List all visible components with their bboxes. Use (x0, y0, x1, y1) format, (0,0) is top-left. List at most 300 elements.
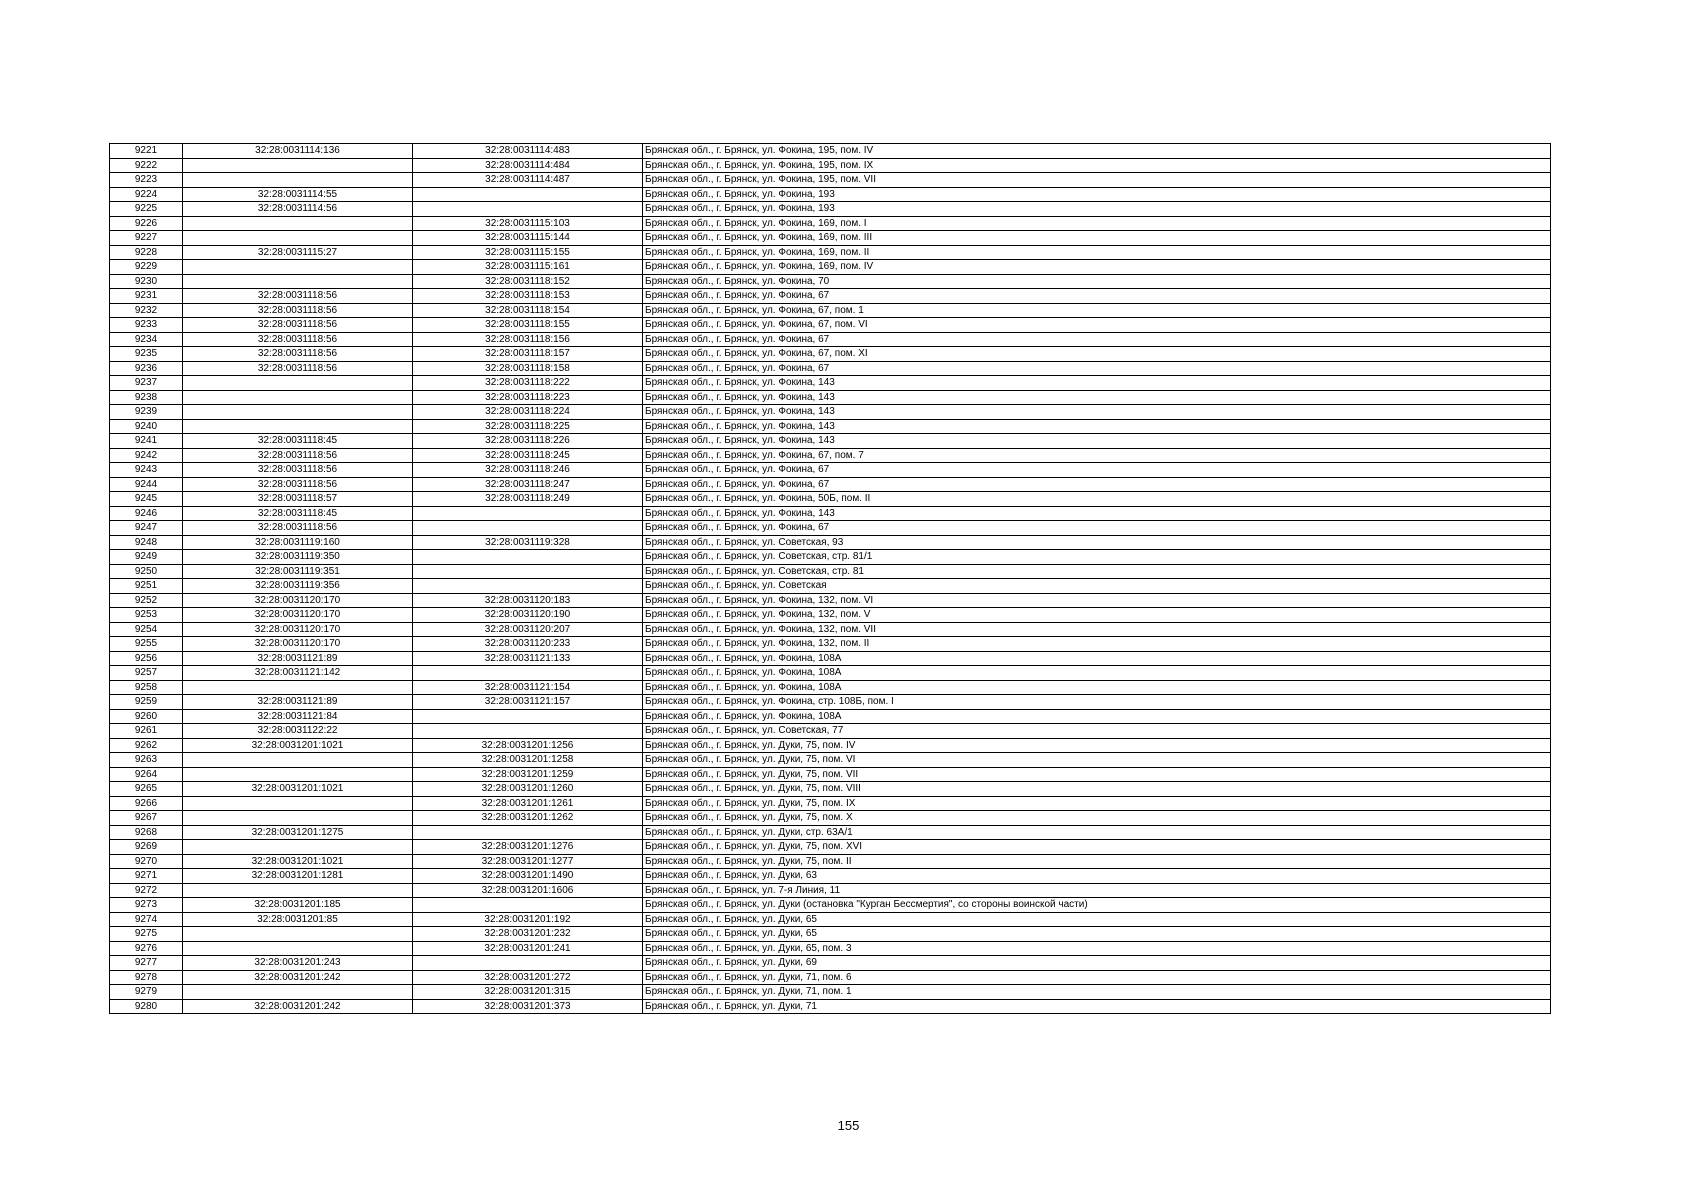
table-row (110, 796, 1551, 811)
address-cell: Брянская обл., г. Брянск, ул. Дуки, 65 (643, 927, 1551, 942)
land-cadastral-number-cell (183, 753, 413, 768)
table-row (110, 593, 1551, 608)
land-cadastral-number-cell (183, 927, 413, 942)
object-cadastral-number-cell (413, 724, 643, 739)
table-row (110, 927, 1551, 942)
address-cell: Брянская обл., г. Брянск, ул. Дуки, 69 (643, 956, 1551, 971)
address-cell: Брянская обл., г. Брянск, ул. Дуки, 75, пом. IV (643, 738, 1551, 753)
page-number: 155 (837, 1118, 860, 1133)
table-row (110, 579, 1551, 594)
row-number-cell: 9258 (110, 680, 183, 695)
row-number-cell: 9279 (110, 985, 183, 1000)
object-cadastral-number-cell (413, 564, 643, 579)
row-number-cell: 9230 (110, 274, 183, 289)
address-cell: Брянская обл., г. Брянск, ул. Дуки, 75, пом. VIII (643, 782, 1551, 797)
table-row (110, 825, 1551, 840)
row-number-cell: 9271 (110, 869, 183, 884)
address-cell: Брянская обл., г. Брянск, ул. Фокина, 108А (643, 651, 1551, 666)
land-cadastral-number-cell (183, 376, 413, 391)
land-cadastral-number-cell (183, 405, 413, 420)
address-cell: Брянская обл., г. Брянск, ул. Фокина, 67 (643, 477, 1551, 492)
row-number-cell: 9240 (110, 419, 183, 434)
object-cadastral-number-cell: 32:28:0031115:155 (413, 245, 643, 260)
land-cadastral-number-cell: 32:28:0031118:56 (183, 289, 413, 304)
address-cell: Брянская обл., г. Брянск, ул. Дуки, 65, пом. 3 (643, 941, 1551, 956)
table-row (110, 477, 1551, 492)
land-cadastral-number-cell: 32:28:0031201:242 (183, 970, 413, 985)
land-cadastral-number-cell: 32:28:0031201:243 (183, 956, 413, 971)
land-cadastral-number-cell: 32:28:0031121:142 (183, 666, 413, 681)
object-cadastral-number-cell: 32:28:0031201:1277 (413, 854, 643, 869)
land-cadastral-number-cell: 32:28:0031121:84 (183, 709, 413, 724)
address-cell: Брянская обл., г. Брянск, ул. Фокина, 169, пом. I (643, 216, 1551, 231)
row-number-cell: 9245 (110, 492, 183, 507)
row-number-cell: 9222 (110, 158, 183, 173)
address-cell: Брянская обл., г. Брянск, ул. Советская, 93 (643, 535, 1551, 550)
row-number-cell: 9261 (110, 724, 183, 739)
row-number-cell: 9257 (110, 666, 183, 681)
row-number-cell: 9246 (110, 506, 183, 521)
land-cadastral-number-cell (183, 216, 413, 231)
object-cadastral-number-cell (413, 506, 643, 521)
address-cell: Брянская обл., г. Брянск, ул. Дуки, 75, пом. X (643, 811, 1551, 826)
land-cadastral-number-cell (183, 260, 413, 275)
object-cadastral-number-cell (413, 825, 643, 840)
object-cadastral-number-cell: 32:28:0031201:1261 (413, 796, 643, 811)
table-row (110, 347, 1551, 362)
land-cadastral-number-cell: 32:28:0031121:89 (183, 651, 413, 666)
address-cell: Брянская обл., г. Брянск, ул. Фокина, 132, пом. II (643, 637, 1551, 652)
land-cadastral-number-cell (183, 883, 413, 898)
land-cadastral-number-cell: 32:28:0031201:1281 (183, 869, 413, 884)
land-cadastral-number-cell (183, 274, 413, 289)
object-cadastral-number-cell: 32:28:0031118:226 (413, 434, 643, 449)
land-cadastral-number-cell (183, 796, 413, 811)
land-cadastral-number-cell (183, 231, 413, 246)
row-number-cell: 9235 (110, 347, 183, 362)
row-number-cell: 9256 (110, 651, 183, 666)
row-number-cell: 9269 (110, 840, 183, 855)
address-cell: Брянская обл., г. Брянск, ул. Фокина, 143 (643, 376, 1551, 391)
row-number-cell: 9273 (110, 898, 183, 913)
object-cadastral-number-cell: 32:28:0031201:1276 (413, 840, 643, 855)
table-row (110, 303, 1551, 318)
address-cell: Брянская обл., г. Брянск, ул. Фокина, 132, пом. V (643, 608, 1551, 623)
address-cell: Брянская обл., г. Брянск, ул. Советская, стр. 81/1 (643, 550, 1551, 565)
row-number-cell: 9248 (110, 535, 183, 550)
object-cadastral-number-cell: 32:28:0031201:192 (413, 912, 643, 927)
row-number-cell: 9236 (110, 361, 183, 376)
row-number-cell: 9265 (110, 782, 183, 797)
land-cadastral-number-cell: 32:28:0031119:356 (183, 579, 413, 594)
object-cadastral-number-cell: 32:28:0031201:315 (413, 985, 643, 1000)
row-number-cell: 9264 (110, 767, 183, 782)
address-cell: Брянская обл., г. Брянск, ул. Фокина, 169, пом. III (643, 231, 1551, 246)
object-cadastral-number-cell: 32:28:0031201:373 (413, 999, 643, 1014)
object-cadastral-number-cell: 32:28:0031114:487 (413, 173, 643, 188)
land-cadastral-number-cell (183, 173, 413, 188)
table-row (110, 738, 1551, 753)
row-number-cell: 9234 (110, 332, 183, 347)
address-cell: Брянская обл., г. Брянск, ул. Советская (643, 579, 1551, 594)
object-cadastral-number-cell: 32:28:0031120:190 (413, 608, 643, 623)
table-row (110, 390, 1551, 405)
table-row (110, 434, 1551, 449)
address-cell: Брянская обл., г. Брянск, ул. 7-я Линия, 11 (643, 883, 1551, 898)
address-cell: Брянская обл., г. Брянск, ул. Дуки, 75, пом. VI (643, 753, 1551, 768)
land-cadastral-number-cell (183, 985, 413, 1000)
row-number-cell: 9239 (110, 405, 183, 420)
table-row (110, 332, 1551, 347)
object-cadastral-number-cell: 32:28:0031120:233 (413, 637, 643, 652)
address-cell: Брянская обл., г. Брянск, ул. Фокина, 67 (643, 289, 1551, 304)
object-cadastral-number-cell (413, 187, 643, 202)
table-row (110, 753, 1551, 768)
object-cadastral-number-cell: 32:28:0031201:1262 (413, 811, 643, 826)
object-cadastral-number-cell (413, 898, 643, 913)
object-cadastral-number-cell: 32:28:0031115:144 (413, 231, 643, 246)
land-cadastral-number-cell (183, 680, 413, 695)
object-cadastral-number-cell: 32:28:0031120:183 (413, 593, 643, 608)
object-cadastral-number-cell: 32:28:0031118:224 (413, 405, 643, 420)
land-cadastral-number-cell: 32:28:0031118:56 (183, 318, 413, 333)
land-cadastral-number-cell: 32:28:0031119:350 (183, 550, 413, 565)
address-cell: Брянская обл., г. Брянск, ул. Фокина, 195, пом. IX (643, 158, 1551, 173)
row-number-cell: 9262 (110, 738, 183, 753)
table-row (110, 187, 1551, 202)
address-cell: Брянская обл., г. Брянск, ул. Дуки, 63 (643, 869, 1551, 884)
object-cadastral-number-cell: 32:28:0031115:103 (413, 216, 643, 231)
address-cell: Брянская обл., г. Брянск, ул. Дуки, 75, пом. VII (643, 767, 1551, 782)
object-cadastral-number-cell: 32:28:0031114:483 (413, 144, 643, 159)
land-cadastral-number-cell: 32:28:0031120:170 (183, 593, 413, 608)
land-cadastral-number-cell: 32:28:0031118:56 (183, 347, 413, 362)
table-row (110, 695, 1551, 710)
address-cell: Брянская обл., г. Брянск, ул. Фокина, 70 (643, 274, 1551, 289)
row-number-cell: 9254 (110, 622, 183, 637)
land-cadastral-number-cell: 32:28:0031118:45 (183, 434, 413, 449)
land-cadastral-number-cell (183, 390, 413, 405)
object-cadastral-number-cell: 32:28:0031118:222 (413, 376, 643, 391)
object-cadastral-number-cell: 32:28:0031201:272 (413, 970, 643, 985)
table-row (110, 651, 1551, 666)
row-number-cell: 9278 (110, 970, 183, 985)
table-row (110, 289, 1551, 304)
object-cadastral-number-cell: 32:28:0031118:158 (413, 361, 643, 376)
table-row (110, 869, 1551, 884)
row-number-cell: 9223 (110, 173, 183, 188)
table-row (110, 274, 1551, 289)
table-row (110, 666, 1551, 681)
row-number-cell: 9238 (110, 390, 183, 405)
table-row (110, 854, 1551, 869)
table-row (110, 782, 1551, 797)
table-row (110, 535, 1551, 550)
land-cadastral-number-cell: 32:28:0031118:56 (183, 361, 413, 376)
table-row (110, 144, 1551, 159)
row-number-cell: 9276 (110, 941, 183, 956)
address-cell: Брянская обл., г. Брянск, ул. Дуки, 75, пом. XVI (643, 840, 1551, 855)
row-number-cell: 9243 (110, 463, 183, 478)
land-cadastral-number-cell: 32:28:0031120:170 (183, 637, 413, 652)
address-cell: Брянская обл., г. Брянск, ул. Фокина, 67, пом. XI (643, 347, 1551, 362)
land-cadastral-number-cell: 32:28:0031201:1275 (183, 825, 413, 840)
table-row (110, 376, 1551, 391)
object-cadastral-number-cell: 32:28:0031118:246 (413, 463, 643, 478)
table-row (110, 216, 1551, 231)
land-cadastral-number-cell: 32:28:0031118:57 (183, 492, 413, 507)
object-cadastral-number-cell: 32:28:0031118:154 (413, 303, 643, 318)
land-cadastral-number-cell: 32:28:0031201:1021 (183, 782, 413, 797)
row-number-cell: 9251 (110, 579, 183, 594)
object-cadastral-number-cell: 32:28:0031118:155 (413, 318, 643, 333)
object-cadastral-number-cell: 32:28:0031201:1606 (413, 883, 643, 898)
table-row (110, 985, 1551, 1000)
object-cadastral-number-cell: 32:28:0031121:133 (413, 651, 643, 666)
object-cadastral-number-cell: 32:28:0031118:249 (413, 492, 643, 507)
row-number-cell: 9260 (110, 709, 183, 724)
object-cadastral-number-cell: 32:28:0031115:161 (413, 260, 643, 275)
land-cadastral-number-cell: 32:28:0031118:56 (183, 463, 413, 478)
table-row (110, 260, 1551, 275)
address-cell: Брянская обл., г. Брянск, ул. Фокина, 67, пом. 7 (643, 448, 1551, 463)
address-cell: Брянская обл., г. Брянск, ул. Фокина, 169, пом. IV (643, 260, 1551, 275)
land-cadastral-number-cell (183, 419, 413, 434)
land-cadastral-number-cell: 32:28:0031201:85 (183, 912, 413, 927)
table-row (110, 492, 1551, 507)
row-number-cell: 9242 (110, 448, 183, 463)
table-row (110, 956, 1551, 971)
table-row (110, 463, 1551, 478)
address-cell: Брянская обл., г. Брянск, ул. Дуки, 75, пом. IX (643, 796, 1551, 811)
row-number-cell: 9250 (110, 564, 183, 579)
object-cadastral-number-cell: 32:28:0031201:1258 (413, 753, 643, 768)
table-row (110, 622, 1551, 637)
land-cadastral-number-cell: 32:28:0031119:160 (183, 535, 413, 550)
address-cell: Брянская обл., г. Брянск, ул. Фокина, 108А (643, 680, 1551, 695)
registry-table (109, 143, 1551, 1014)
land-cadastral-number-cell: 32:28:0031201:1021 (183, 738, 413, 753)
table-row (110, 245, 1551, 260)
address-cell: Брянская обл., г. Брянск, ул. Фокина, 193 (643, 202, 1551, 217)
address-cell: Брянская обл., г. Брянск, ул. Советская, стр. 81 (643, 564, 1551, 579)
address-cell: Брянская обл., г. Брянск, ул. Фокина, 193 (643, 187, 1551, 202)
object-cadastral-number-cell: 32:28:0031118:247 (413, 477, 643, 492)
land-cadastral-number-cell: 32:28:0031201:185 (183, 898, 413, 913)
table-row (110, 405, 1551, 420)
table-row (110, 419, 1551, 434)
row-number-cell: 9266 (110, 796, 183, 811)
table-row (110, 912, 1551, 927)
address-cell: Брянская обл., г. Брянск, ул. Фокина, 143 (643, 405, 1551, 420)
object-cadastral-number-cell (413, 956, 643, 971)
address-cell: Брянская обл., г. Брянск, ул. Фокина, 67 (643, 361, 1551, 376)
row-number-cell: 9232 (110, 303, 183, 318)
table-row (110, 564, 1551, 579)
object-cadastral-number-cell (413, 521, 643, 536)
object-cadastral-number-cell: 32:28:0031201:1260 (413, 782, 643, 797)
address-cell: Брянская обл., г. Брянск, ул. Фокина, 143 (643, 419, 1551, 434)
row-number-cell: 9263 (110, 753, 183, 768)
row-number-cell: 9255 (110, 637, 183, 652)
table-row (110, 202, 1551, 217)
address-cell: Брянская обл., г. Брянск, ул. Фокина, 67 (643, 332, 1551, 347)
address-cell: Брянская обл., г. Брянск, ул. Фокина, 132, пом. VI (643, 593, 1551, 608)
table-row (110, 637, 1551, 652)
row-number-cell: 9249 (110, 550, 183, 565)
table-row (110, 898, 1551, 913)
object-cadastral-number-cell: 32:28:0031114:484 (413, 158, 643, 173)
table-row (110, 448, 1551, 463)
land-cadastral-number-cell: 32:28:0031118:56 (183, 448, 413, 463)
object-cadastral-number-cell: 32:28:0031118:157 (413, 347, 643, 362)
table-row (110, 941, 1551, 956)
table-row (110, 724, 1551, 739)
land-cadastral-number-cell: 32:28:0031114:56 (183, 202, 413, 217)
land-cadastral-number-cell: 32:28:0031118:45 (183, 506, 413, 521)
table-row (110, 550, 1551, 565)
row-number-cell: 9226 (110, 216, 183, 231)
address-cell: Брянская обл., г. Брянск, ул. Фокина, 108А (643, 666, 1551, 681)
object-cadastral-number-cell: 32:28:0031121:157 (413, 695, 643, 710)
row-number-cell: 9267 (110, 811, 183, 826)
object-cadastral-number-cell: 32:28:0031201:232 (413, 927, 643, 942)
land-cadastral-number-cell: 32:28:0031118:56 (183, 303, 413, 318)
object-cadastral-number-cell: 32:28:0031201:1490 (413, 869, 643, 884)
address-cell: Брянская обл., г. Брянск, ул. Фокина, 143 (643, 434, 1551, 449)
row-number-cell: 9274 (110, 912, 183, 927)
row-number-cell: 9247 (110, 521, 183, 536)
row-number-cell: 9224 (110, 187, 183, 202)
address-cell: Брянская обл., г. Брянск, ул. Дуки, стр. 63А/1 (643, 825, 1551, 840)
row-number-cell: 9229 (110, 260, 183, 275)
address-cell: Брянская обл., г. Брянск, ул. Фокина, 67, пом. VI (643, 318, 1551, 333)
table-row (110, 361, 1551, 376)
land-cadastral-number-cell (183, 941, 413, 956)
address-cell: Брянская обл., г. Брянск, ул. Фокина, 195, пом. VII (643, 173, 1551, 188)
object-cadastral-number-cell: 32:28:0031201:1259 (413, 767, 643, 782)
object-cadastral-number-cell: 32:28:0031201:241 (413, 941, 643, 956)
row-number-cell: 9253 (110, 608, 183, 623)
object-cadastral-number-cell (413, 666, 643, 681)
row-number-cell: 9272 (110, 883, 183, 898)
address-cell: Брянская обл., г. Брянск, ул. Дуки, 71, пом. 1 (643, 985, 1551, 1000)
object-cadastral-number-cell: 32:28:0031119:328 (413, 535, 643, 550)
row-number-cell: 9228 (110, 245, 183, 260)
land-cadastral-number-cell: 32:28:0031118:56 (183, 332, 413, 347)
row-number-cell: 9227 (110, 231, 183, 246)
object-cadastral-number-cell (413, 709, 643, 724)
land-cadastral-number-cell (183, 840, 413, 855)
object-cadastral-number-cell (413, 579, 643, 594)
object-cadastral-number-cell: 32:28:0031120:207 (413, 622, 643, 637)
table-row (110, 999, 1551, 1014)
address-cell: Брянская обл., г. Брянск, ул. Дуки, 71 (643, 999, 1551, 1014)
land-cadastral-number-cell (183, 158, 413, 173)
registry-table-body (110, 144, 1551, 1014)
address-cell: Брянская обл., г. Брянск, ул. Фокина, 143 (643, 506, 1551, 521)
object-cadastral-number-cell: 32:28:0031201:1256 (413, 738, 643, 753)
land-cadastral-number-cell: 32:28:0031118:56 (183, 521, 413, 536)
table-row (110, 506, 1551, 521)
row-number-cell: 9270 (110, 854, 183, 869)
table-row (110, 840, 1551, 855)
table-row (110, 173, 1551, 188)
table-row (110, 767, 1551, 782)
address-cell: Брянская обл., г. Брянск, ул. Советская, 77 (643, 724, 1551, 739)
table-row (110, 158, 1551, 173)
land-cadastral-number-cell (183, 811, 413, 826)
object-cadastral-number-cell: 32:28:0031118:152 (413, 274, 643, 289)
address-cell: Брянская обл., г. Брянск, ул. Фокина, 67 (643, 521, 1551, 536)
address-cell: Брянская обл., г. Брянск, ул. Дуки, 75, пом. II (643, 854, 1551, 869)
row-number-cell: 9244 (110, 477, 183, 492)
land-cadastral-number-cell: 32:28:0031114:136 (183, 144, 413, 159)
row-number-cell: 9268 (110, 825, 183, 840)
object-cadastral-number-cell: 32:28:0031118:153 (413, 289, 643, 304)
table-row (110, 680, 1551, 695)
row-number-cell: 9233 (110, 318, 183, 333)
table-row (110, 231, 1551, 246)
land-cadastral-number-cell: 32:28:0031115:27 (183, 245, 413, 260)
object-cadastral-number-cell (413, 550, 643, 565)
land-cadastral-number-cell: 32:28:0031122:22 (183, 724, 413, 739)
land-cadastral-number-cell: 32:28:0031201:1021 (183, 854, 413, 869)
address-cell: Брянская обл., г. Брянск, ул. Фокина, 108А (643, 709, 1551, 724)
row-number-cell: 9225 (110, 202, 183, 217)
object-cadastral-number-cell: 32:28:0031121:154 (413, 680, 643, 695)
address-cell: Брянская обл., г. Брянск, ул. Дуки, 71, пом. 6 (643, 970, 1551, 985)
land-cadastral-number-cell: 32:28:0031119:351 (183, 564, 413, 579)
table-row (110, 970, 1551, 985)
row-number-cell: 9221 (110, 144, 183, 159)
table-row (110, 318, 1551, 333)
address-cell: Брянская обл., г. Брянск, ул. Фокина, 67, пом. 1 (643, 303, 1551, 318)
object-cadastral-number-cell (413, 202, 643, 217)
object-cadastral-number-cell: 32:28:0031118:245 (413, 448, 643, 463)
address-cell: Брянская обл., г. Брянск, ул. Дуки, 65 (643, 912, 1551, 927)
table-row (110, 608, 1551, 623)
land-cadastral-number-cell: 32:28:0031201:242 (183, 999, 413, 1014)
object-cadastral-number-cell: 32:28:0031118:223 (413, 390, 643, 405)
row-number-cell: 9280 (110, 999, 183, 1014)
address-cell: Брянская обл., г. Брянск, ул. Фокина, 50Б, пом. II (643, 492, 1551, 507)
address-cell: Брянская обл., г. Брянск, ул. Фокина, 143 (643, 390, 1551, 405)
row-number-cell: 9231 (110, 289, 183, 304)
table-row (110, 811, 1551, 826)
object-cadastral-number-cell: 32:28:0031118:156 (413, 332, 643, 347)
address-cell: Брянская обл., г. Брянск, ул. Фокина, стр. 108Б, пом. I (643, 695, 1551, 710)
land-cadastral-number-cell (183, 767, 413, 782)
land-cadastral-number-cell: 32:28:0031120:170 (183, 608, 413, 623)
table-row (110, 521, 1551, 536)
address-cell: Брянская обл., г. Брянск, ул. Фокина, 132, пом. VII (643, 622, 1551, 637)
land-cadastral-number-cell: 32:28:0031118:56 (183, 477, 413, 492)
land-cadastral-number-cell: 32:28:0031114:55 (183, 187, 413, 202)
row-number-cell: 9259 (110, 695, 183, 710)
address-cell: Брянская обл., г. Брянск, ул. Фокина, 67 (643, 463, 1551, 478)
land-cadastral-number-cell: 32:28:0031120:170 (183, 622, 413, 637)
row-number-cell: 9275 (110, 927, 183, 942)
table-row (110, 709, 1551, 724)
address-cell: Брянская обл., г. Брянск, ул. Дуки (остановка "Курган Бессмертия", со стороны воинской части) (643, 898, 1551, 913)
row-number-cell: 9252 (110, 593, 183, 608)
object-cadastral-number-cell: 32:28:0031118:225 (413, 419, 643, 434)
row-number-cell: 9241 (110, 434, 183, 449)
row-number-cell: 9277 (110, 956, 183, 971)
table-row (110, 883, 1551, 898)
land-cadastral-number-cell: 32:28:0031121:89 (183, 695, 413, 710)
